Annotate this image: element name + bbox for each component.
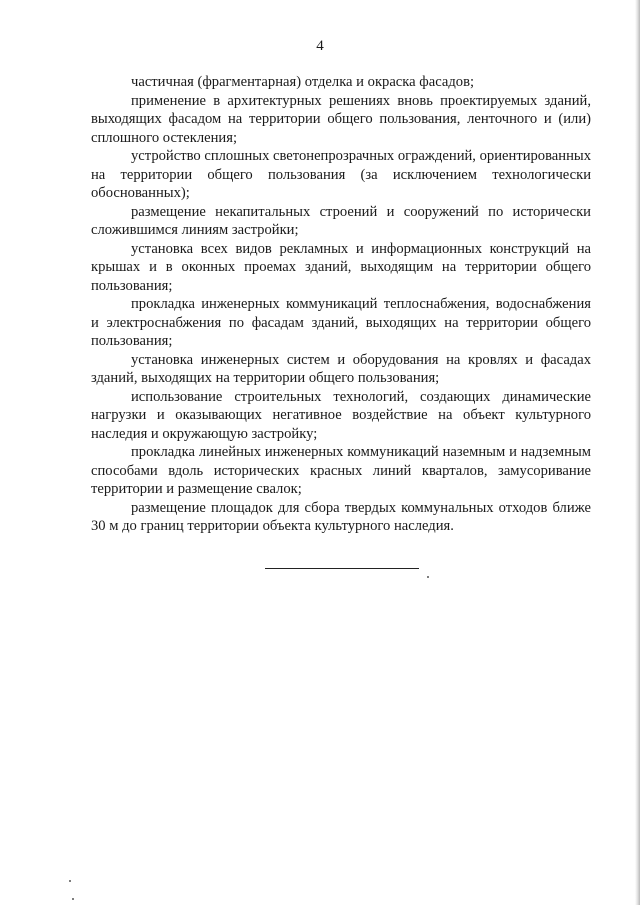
list-item: использование строительных технологий, создающих динамические нагрузки и оказывающих негативное воздействие на объект культурного наследия и окружающую застройку; [91, 388, 591, 442]
list-item: прокладка инженерных коммуникаций теплоснабжения, водоснабжения и электроснабжения по фасадам зданий, выходящих на территории общего пользования; [91, 296, 591, 349]
list-item: применение в архитектурных решениях вновь проектируемых зданий, выходящих фасадом на территории общего пользования, ленточного и (или) сплошного остекления; [91, 92, 591, 146]
list-item: частичная (фрагментарная) отделка и окраска фасадов; [131, 74, 475, 90]
list-item: установка инженерных систем и оборудования на кровлях и фасадах зданий, выходящих на территории общего пользования; [91, 351, 591, 386]
page-number: 4 [316, 38, 324, 54]
list-item: размещение площадок для сбора твердых коммунальных отходов ближе 30 м до границ территории объекта культурного наследия. [91, 499, 591, 534]
scan-edge-shadow [635, 0, 640, 905]
scan-speck [69, 880, 71, 882]
list-item: прокладка линейных инженерных коммуникаций наземным и надземным способами вдоль исторических красных линий кварталов, замусоривание территории и размещение свалок; [91, 444, 591, 497]
end-divider-line [265, 568, 419, 569]
scan-speck [72, 898, 74, 900]
list-item: размещение некапитальных строений и сооружений по исторически сложившимся линиям застройки; [91, 203, 591, 238]
scan-speck [427, 576, 429, 578]
list-item: устройство сплошных светонепрозрачных ограждений, ориентированных на территории общего пользования (за исключением технологически обоснованных); [91, 148, 591, 201]
restrictions-list [91, 73, 591, 536]
list-item: установка всех видов рекламных и информационных конструкций на крышах и в оконных проемах зданий, выходящим на территории общего пользования; [91, 240, 591, 294]
